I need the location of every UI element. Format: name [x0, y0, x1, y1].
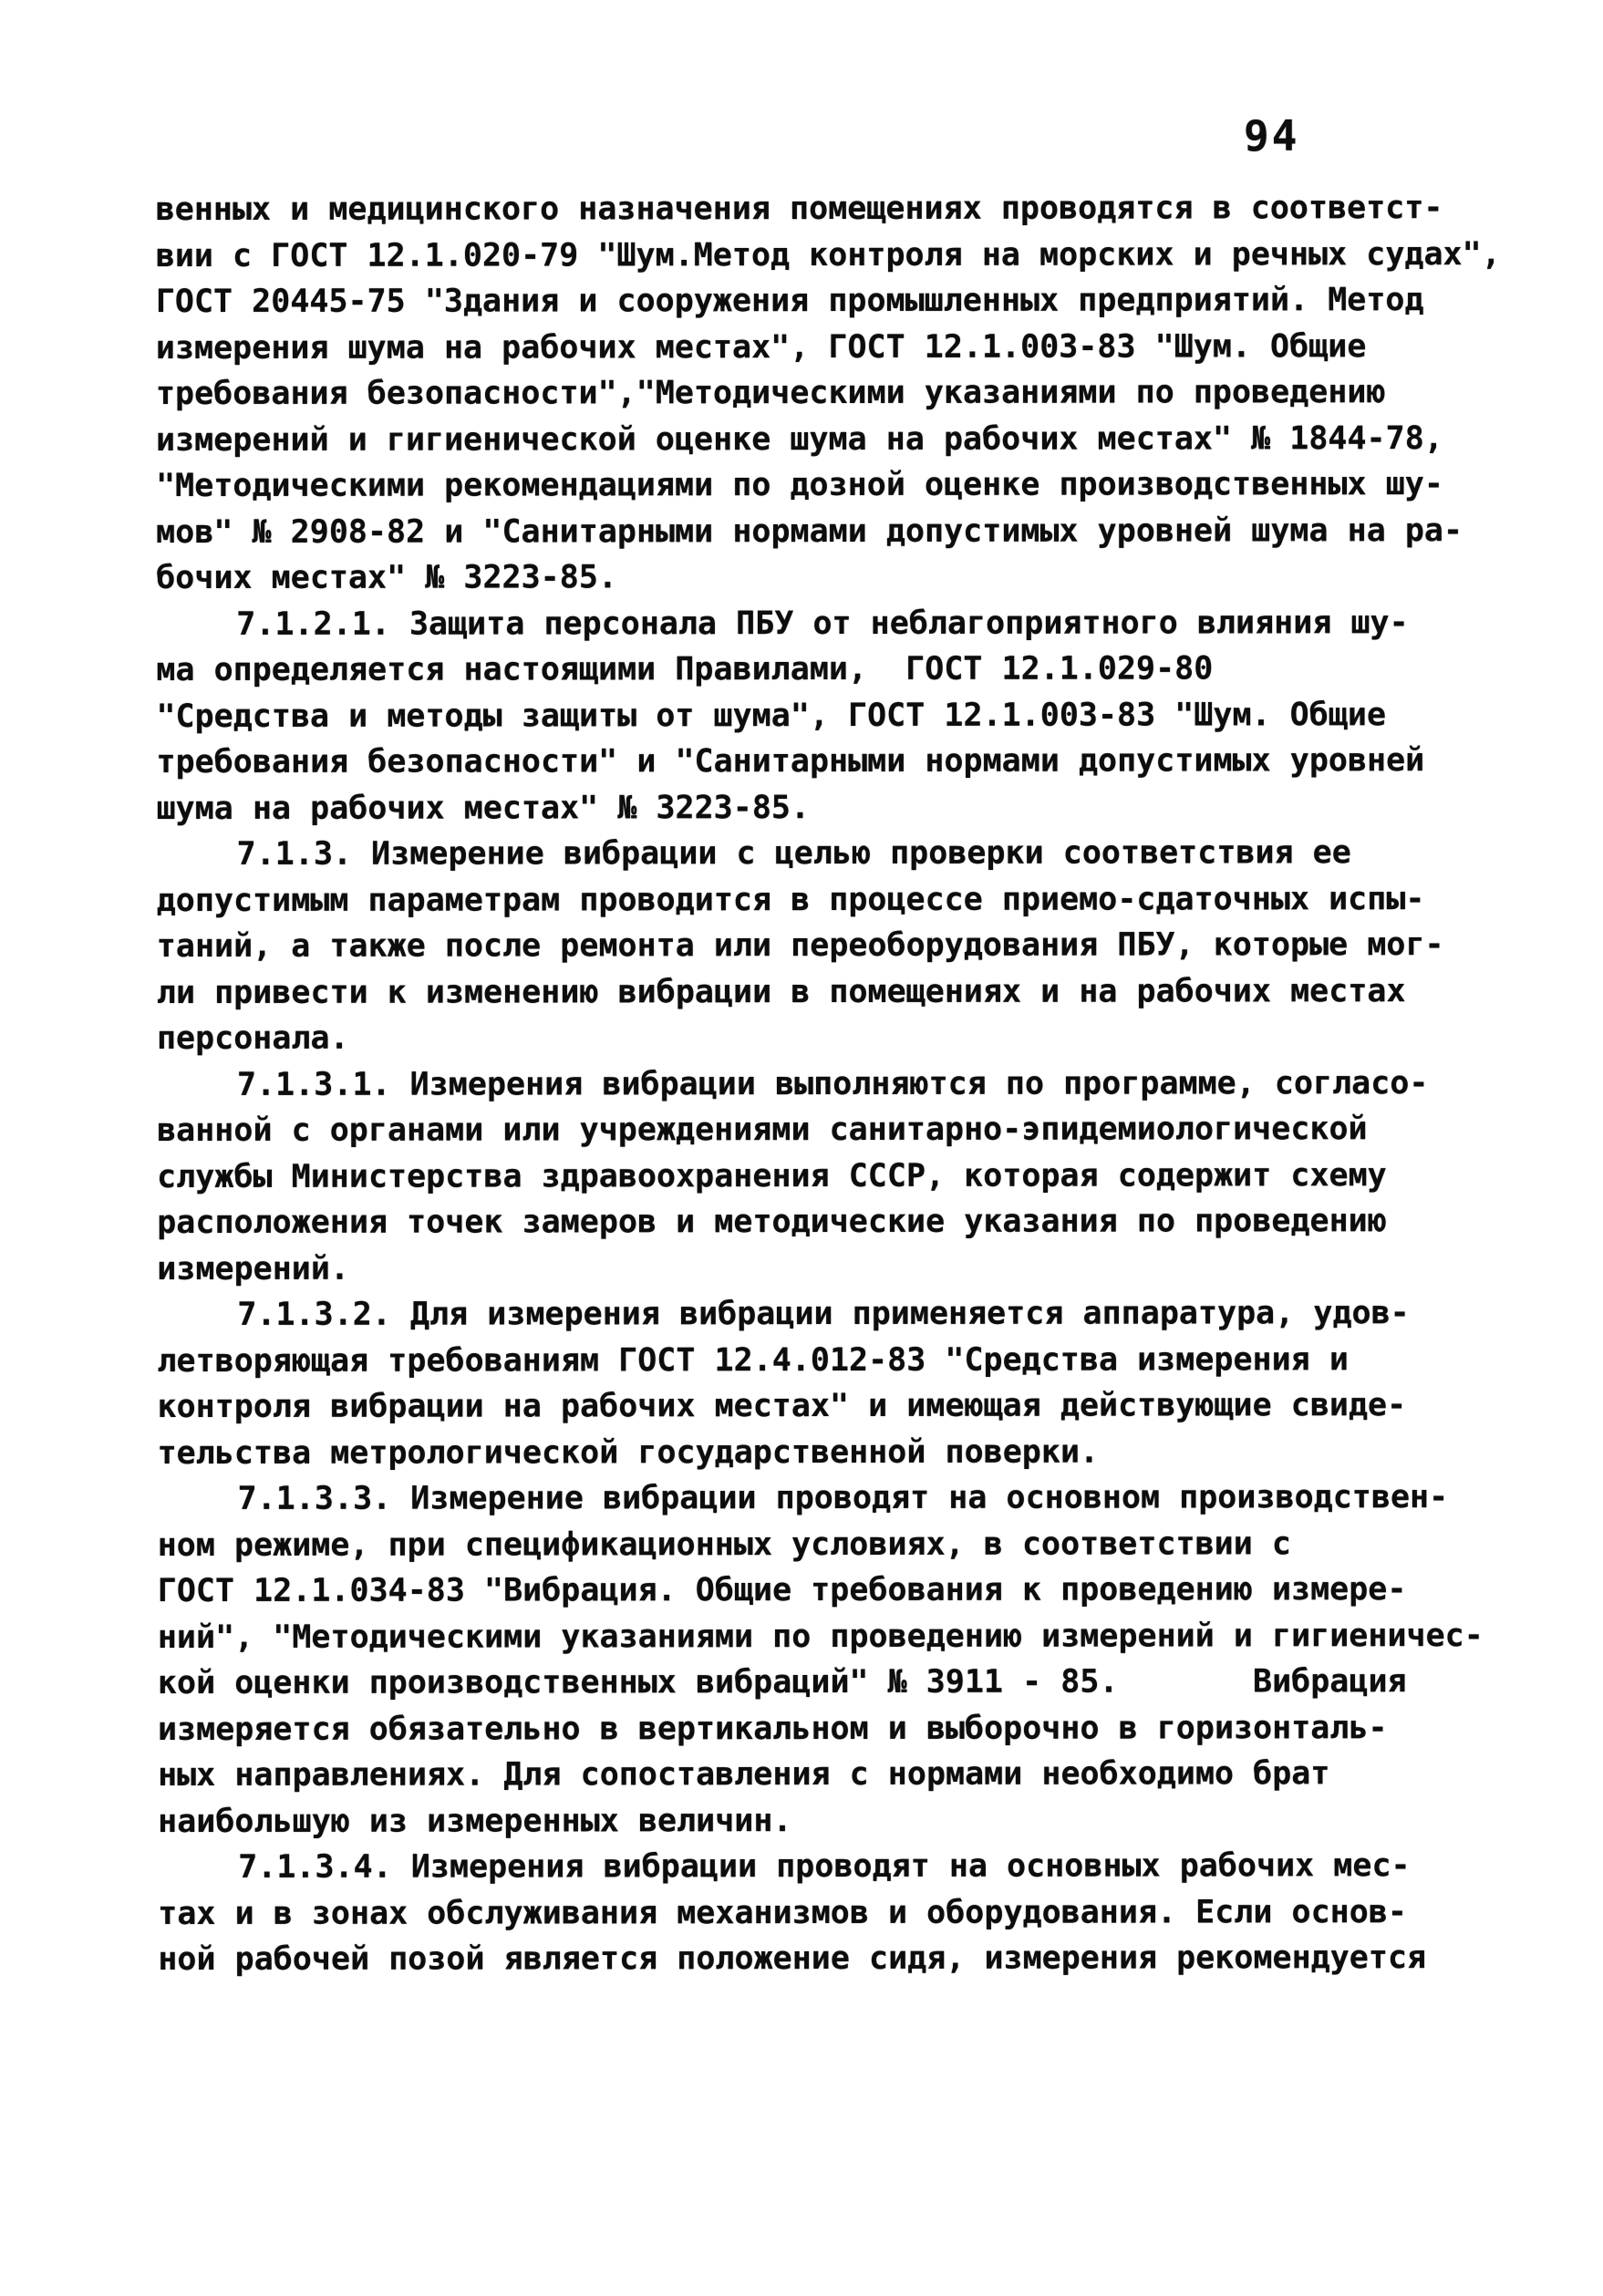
- text-line: 7.1.3. Измерение вибрации с целью проверки соответствия ее: [236, 834, 1351, 873]
- text-line: 7.1.3.3. Измерение вибрации проводят на основном производствен-: [237, 1479, 1449, 1517]
- text-line: ний", "Методическими указаниями по проведению измерений и гигиеничес-: [157, 1617, 1484, 1656]
- text-line: тах и в зонах обслуживания механизмов и оборудования. Если основ-: [158, 1893, 1407, 1932]
- text-line: ГОСТ 20445-75 "Здания и сооружения промышленных предприятий. Метод: [155, 282, 1424, 321]
- text-line: измерения шума на рабочих местах", ГОСТ 12.1.003-83 "Шум. Общие: [155, 327, 1367, 367]
- text-line: ванной с органами или учреждениями санитарно-эпидемиологической: [157, 1111, 1368, 1150]
- text-line: расположения точек замеров и методические указания по проведению: [157, 1203, 1387, 1242]
- text-line: ном режиме, при спецификационных условиях, в соответствии с: [157, 1525, 1291, 1564]
- text-line: требования безопасности","Методическими указаниями по проведению: [155, 374, 1386, 413]
- text-line: допустимым параметрам проводится в процессе приемо-сдаточных испы-: [156, 880, 1425, 919]
- text-line: наибольшую из измеренных величин.: [158, 1802, 792, 1840]
- text-line: мов" № 2908-82 и "Санитарными нормами допустимых уровней шума на ра-: [156, 512, 1463, 551]
- text-line: ной рабочей позой является положение сидя, измерения рекомендуется: [158, 1939, 1427, 1979]
- text-line: "Средства и методы защиты от шума", ГОСТ 12.1.003-83 "Шум. Общие: [156, 696, 1387, 735]
- text-line: 7.1.3.1. Измерения вибрации выполняются по программе, согласо-: [236, 1064, 1429, 1103]
- text-line: контроля вибрации на рабочих местах" и имеющая действующие свиде-: [157, 1387, 1407, 1426]
- text-line: измеряется обязательно в вертикальном и выборочно в горизонталь-: [157, 1709, 1388, 1748]
- text-line: измерений и гигиенической оценке шума на рабочих местах" № 1844-78,: [155, 419, 1443, 459]
- text-line: кой оценки производственных вибраций" № 3911 - 85. Вибрация: [157, 1663, 1407, 1702]
- text-line: измерений.: [157, 1250, 350, 1288]
- text-line: ма определяется настоящими Правилами, ГОСТ 12.1.029-80: [156, 650, 1214, 689]
- text-line: таний, а также после ремонта или переоборудования ПБУ, которые мог-: [156, 926, 1444, 966]
- page-number: 94: [1244, 111, 1300, 160]
- text-line: летворяющая требованиям ГОСТ 12.4.012-83 "Средства измерения и: [157, 1340, 1349, 1380]
- text-line: тельства метрологической государственной поверки.: [157, 1433, 1100, 1472]
- text-line: 7.1.3.2. Для измерения вибрации применяется аппаратура, удов-: [237, 1295, 1410, 1333]
- text-line: ли привести к изменению вибрации в помещениях и на рабочих местах: [156, 972, 1406, 1011]
- text-line: "Методическими рекомендациями по дозной оценке производственных шу-: [156, 466, 1443, 505]
- text-line: службы Министерства здравоохранения СССР, которая содержит схему: [157, 1156, 1387, 1195]
- text-line: шума на рабочих местах" № 3223-85.: [156, 789, 811, 827]
- text-body: [156, 185, 1526, 1983]
- text-line: персонала.: [156, 1019, 349, 1058]
- text-line: вии с ГОСТ 12.1.020-79 "Шум.Метод контроля на морских и речных судах",: [155, 235, 1501, 274]
- text-line: ных направлениях. Для сопоставления с нормами необходимо брат: [158, 1755, 1330, 1794]
- text-line: 7.1.3.4. Измерения вибрации проводят на основных рабочих мес-: [238, 1847, 1411, 1886]
- text-line: венных и медицинского назначения помещениях проводятся в соответст-: [155, 190, 1443, 229]
- text-line: ГОСТ 12.1.034-83 "Вибрация. Общие требования к проведению измере-: [157, 1571, 1407, 1610]
- text-line: 7.1.2.1. Защита персонала ПБУ от неблагоприятного влияния шу-: [236, 604, 1409, 643]
- text-line: бочих местах" № 3223-85.: [156, 559, 617, 597]
- text-line: требования безопасности" и "Санитарными нормами допустимых уровней: [156, 742, 1425, 781]
